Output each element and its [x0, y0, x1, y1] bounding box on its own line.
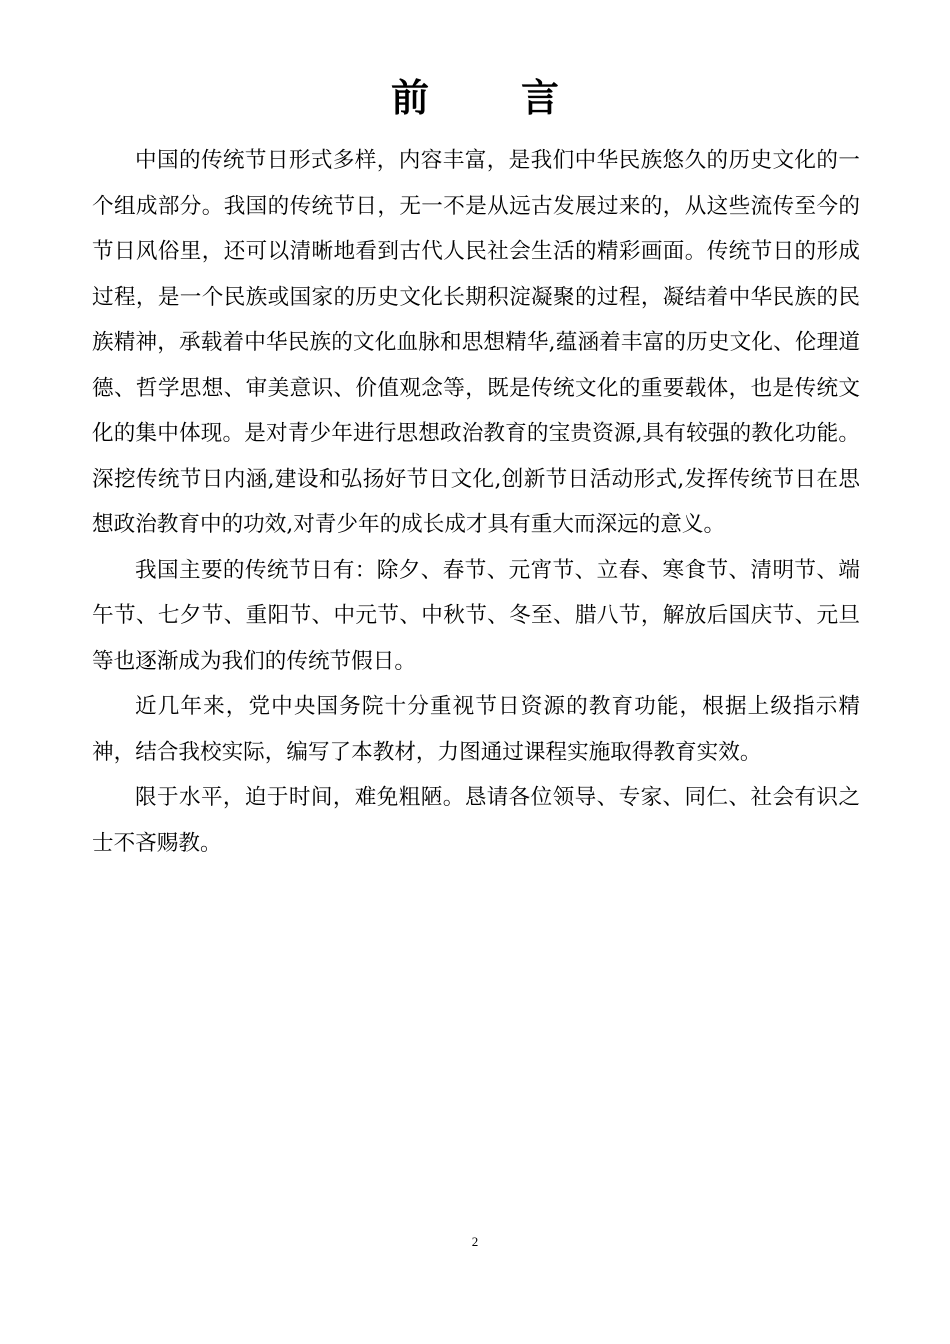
paragraph-intro: 中国的传统节日形式多样，内容丰富，是我们中华民族悠久的历史文化的一个组成部分。我国的传统节日，无一不是从远古发展过来的，从这些流传至今的节日风俗里，还可以清晰地看到古代人民社会生活的精彩画面。传统节日的形成过程，是一个民族或国家的历史文化长期积淀凝聚的过程，凝结着中华民族的民族精神，承载着中华民族的文化血脉和思想精华,蕴涵着丰富的历史文化、伦理道德、哲学思想、审美意识、价值观念等，既是传统文化的重要载体，也是传统文化的集中体现。是对青少年进行思想政治教育的宝贵资源,具有较强的教化功能。深挖传统节日内涵,建设和弘扬好节日文化,创新节日活动形式,发挥传统节日在思想政治教育中的功效,对青少年的成长成才具有重大而深远的意义。 — [92, 148, 860, 537]
paragraph-purpose: 近几年来，党中央国务院十分重视节日资源的教育功能，根据上级指示精神，结合我校实际，编写了本教材，力图通过课程实施取得教育实效。 — [92, 694, 860, 765]
page-number: 2 — [471, 1234, 479, 1249]
paragraph-festival-list: 我国主要的传统节日有：除夕、春节、元宵节、立春、寒食节、清明节、端午节、七夕节、重阳节、中元节、中秋节、冬至、腊八节，解放后国庆节、元旦等也逐渐成为我们的传统节假日。 — [92, 557, 860, 674]
page-title: 前言 — [390, 76, 651, 120]
body-text — [92, 138, 860, 866]
paragraph-closing: 限于水平，迫于时间，难免粗陋。恳请各位领导、专家、同仁、社会有识之士不吝赐教。 — [92, 785, 860, 856]
